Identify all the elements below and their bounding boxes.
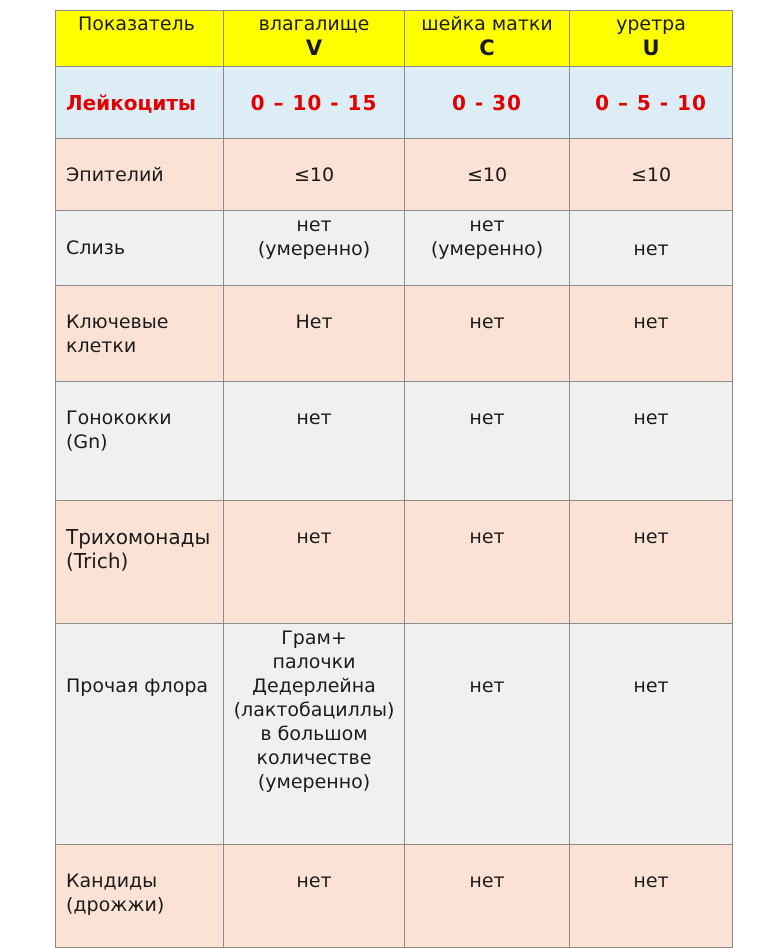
row-label: Прочая флора	[56, 624, 224, 845]
row-label: Кандиды (дрожжи)	[56, 845, 224, 948]
header-col-name: шейка матки	[421, 13, 553, 35]
cell-v: нет	[224, 845, 405, 948]
header-col-vagina	[224, 11, 405, 67]
header-row	[56, 11, 733, 67]
cell-u: 0 – 5 - 10	[570, 67, 733, 139]
cell-c: нет	[405, 845, 570, 948]
header-col-code: V	[305, 36, 323, 60]
table-row-epithelium	[56, 139, 733, 211]
cell-v: Грам+ палочки Дедерлейна (лактобациллы) в большом количестве (умеренно)	[224, 624, 405, 845]
cell-c: ≤10	[405, 139, 570, 211]
header-indicator: Показатель	[56, 11, 224, 67]
row-label: Эпителий	[56, 139, 224, 211]
header-col-name: уретра	[616, 13, 686, 35]
cell-v: Нет	[224, 286, 405, 382]
cell-v: нет (умеренно)	[224, 211, 405, 286]
cell-v: нет	[224, 382, 405, 501]
cell-u: нет	[570, 845, 733, 948]
cell-u: нет	[570, 624, 733, 845]
cell-u: ≤10	[570, 139, 733, 211]
table-row-gonococci	[56, 382, 733, 501]
cell-u: нет	[570, 501, 733, 624]
cell-u: нет	[570, 382, 733, 501]
table-row-clue-cells	[56, 286, 733, 382]
cell-c: нет (умеренно)	[405, 211, 570, 286]
table-row-leukocytes	[56, 67, 733, 139]
cell-c: нет	[405, 382, 570, 501]
cell-u: нет	[570, 211, 733, 286]
cell-c: 0 - 30	[405, 67, 570, 139]
cell-c: нет	[405, 624, 570, 845]
header-col-code: C	[479, 36, 495, 60]
smear-norms-table	[55, 10, 733, 948]
table-row-candida	[56, 845, 733, 948]
cell-c: нет	[405, 286, 570, 382]
header-col-cervix	[405, 11, 570, 67]
table-row-mucus	[56, 211, 733, 286]
header-col-code: U	[642, 36, 660, 60]
cell-u: нет	[570, 286, 733, 382]
row-label: Трихомонады (Trich)	[56, 501, 224, 624]
row-label: Слизь	[56, 211, 224, 286]
table-row-other-flora	[56, 624, 733, 845]
cell-v: ≤10	[224, 139, 405, 211]
cell-c: нет	[405, 501, 570, 624]
header-col-name: влагалище	[258, 13, 370, 35]
table-row-trichomonas	[56, 501, 733, 624]
row-label: Ключевые клетки	[56, 286, 224, 382]
cell-v: 0 – 10 - 15	[224, 67, 405, 139]
cell-v: нет	[224, 501, 405, 624]
row-label: Гонококки (Gn)	[56, 382, 224, 501]
header-col-urethra	[570, 11, 733, 67]
row-label: Лейкоциты	[56, 67, 224, 139]
